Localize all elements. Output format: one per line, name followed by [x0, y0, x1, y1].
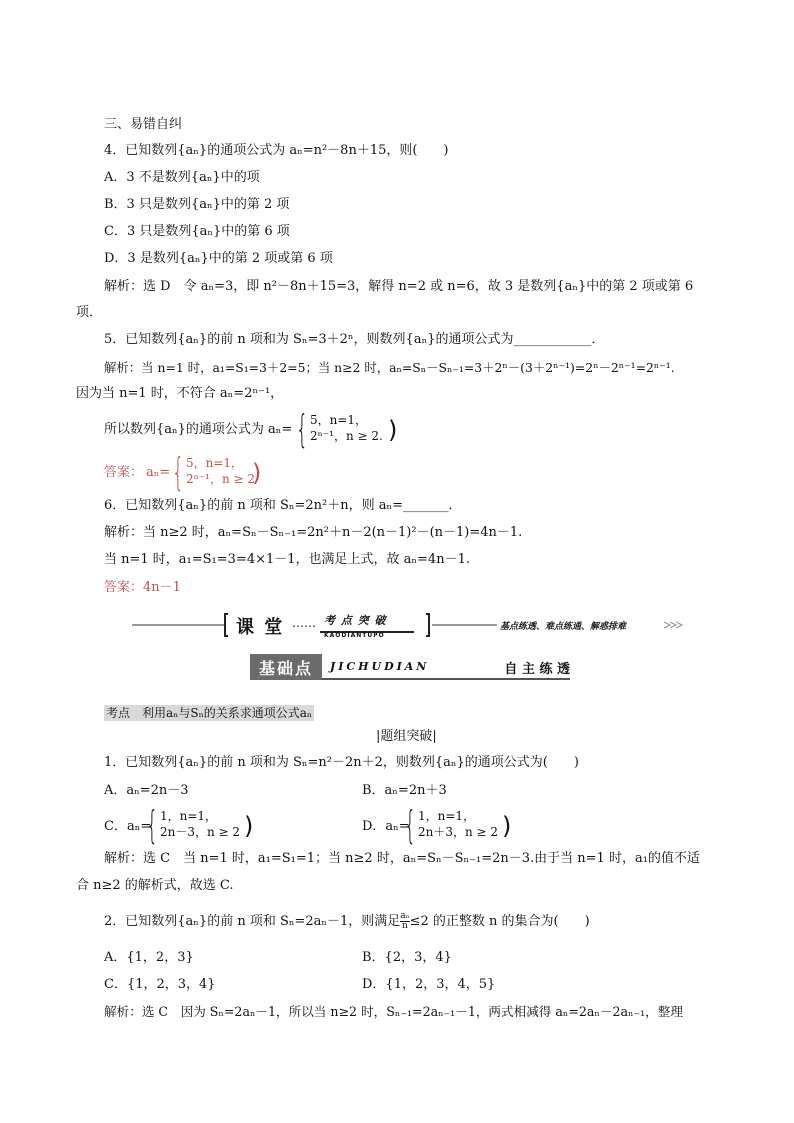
fraction-denominator: n [402, 921, 408, 931]
p1-stem: 1．已知数列{aₙ}的前 n 项和为 Sₙ=n²－2n＋2，则数列{aₙ}的通项公式为( ) [104, 755, 579, 770]
banner-right: 自 主 练 透 [504, 662, 570, 677]
left-brace-icon: { [172, 450, 185, 494]
q4-option-d: D．3 是数列{aₙ}中的第 2 项或第 6 项 [104, 251, 333, 266]
q6-solution: 解析：当 n≥2 时，aₙ=Sₙ－Sₙ₋₁=2n²＋n－2(n－1)²－(n－1)=4n－1. [104, 525, 523, 540]
p2-stem-a: 2．已知数列{aₙ}的前 n 项和 Sₙ=2aₙ－1，则满足 [104, 914, 401, 929]
kaodian-label [104, 704, 314, 722]
piecewise-row: 2n＋3，n ≥ 2 [418, 825, 499, 839]
p2-stem-b: ≤2 的正整数 n 的集合为( ) [409, 914, 590, 929]
left-brace-icon: { [146, 803, 159, 847]
piecewise-row: 1，n=1， [418, 809, 476, 823]
kaodian-highlight: 考点 利用aₙ与Sₙ的关系求通项公式aₙ [106, 706, 313, 720]
left-brace-icon: { [296, 407, 309, 451]
q5-stem: 5．已知数列{aₙ}的前 n 项和为 Sₙ=3＋2ⁿ，则数列{aₙ}的通项公式为____________． [104, 332, 605, 347]
piecewise-row: 2n－3，n ≥ 2 [160, 825, 241, 839]
banner-sub-en: KAODIANTUPO [324, 632, 385, 639]
fraction-numerator: aₙ [400, 911, 410, 921]
section-banner-ketang [132, 610, 692, 640]
right-paren-icon: ) [388, 416, 398, 444]
p1-option-a: A．aₙ=2n－3 [104, 783, 189, 798]
q6-stem: 6．已知数列{aₙ}的前 n 项和 Sₙ=2n²＋n，则 aₙ=_______． [104, 498, 462, 513]
q6-solution-line2: 当 n=1 时，a₁=S₁=3=4×1－1，也满足上式，故 aₙ=4n－1. [104, 552, 470, 567]
p1-option-d: D．aₙ= [362, 819, 410, 834]
q5-answer-an: aₙ= [146, 465, 171, 480]
piecewise-row: 5，n=1， [310, 413, 368, 427]
piecewise-row: 2ⁿ⁻¹，n ≥ 2 [186, 472, 256, 486]
section-title: 三、易错自纠 [104, 117, 183, 132]
banner-dots: …… [292, 616, 316, 630]
piecewise-row: 1，n=1， [160, 809, 218, 823]
q5-answer-label: 答案： [104, 465, 144, 480]
banner-en: JICHUDIAN [330, 660, 430, 673]
q4-solution: 解析：选 D 令 aₙ=3，即 n²－8n＋15=3，解得 n=2 或 n=6，故 3 是数列{aₙ}中的第 2 项或第 6 [104, 279, 694, 294]
fraction [400, 912, 409, 931]
p1-option-b: B．aₙ=2n＋3 [362, 783, 447, 798]
p2-option-a: A．{1，2，3} [104, 950, 194, 965]
right-paren-icon: ) [244, 812, 254, 840]
left-brace-icon: { [404, 803, 417, 847]
p2-solution: 解析：选 C 因为 Sₙ=2aₙ－1，所以当 n≥2 时，Sₙ₋₁=2aₙ₋₁－1，两式相减得 aₙ=2aₙ－2aₙ₋₁，整理 [104, 1004, 683, 1019]
banner-underline [322, 678, 570, 680]
piecewise-row: 5，n=1， [186, 456, 244, 470]
q5-solution-line2: 因为当 n=1 时，不符合 aₙ=2ⁿ⁻¹， [76, 386, 284, 401]
p2-option-b: B．{2，3，4} [362, 950, 452, 965]
p1-solution-cont: 合 n≥2 的解析式，故选 C. [76, 878, 234, 893]
p1-solution: 解析：选 C 当 n=1 时，a₁=S₁=1；当 n≥2 时，aₙ=Sₙ－Sₙ₋₁=2n－3.由于当 n=1 时，a₁的值不适 [104, 851, 700, 866]
right-paren-icon: ) [502, 812, 512, 840]
p2-option-c: C．{1，2，3，4} [104, 977, 216, 992]
p1-option-c: C．aₙ= [104, 819, 152, 834]
q5-solution: 解析：当 n=1 时，a₁=S₁=3＋2=5；当 n≥2 时，aₙ=Sₙ－Sₙ₋₁=3＋2ⁿ－(3＋2ⁿ⁻¹)=2ⁿ－2ⁿ⁻¹=2ⁿ⁻¹. [104, 360, 675, 375]
banner-sub-cn: 考 点 突 破 [324, 614, 387, 627]
q4-stem: 4．已知数列{aₙ}的通项公式为 aₙ=n²－8n＋15，则( ) [104, 143, 449, 158]
q5-solution-line3: 所以数列{aₙ}的通项公式为 aₙ= [104, 422, 293, 437]
banner-box: 基础点 [250, 654, 322, 680]
q6-answer: 答案：4n－1 [104, 580, 181, 595]
p2-option-d: D．{1，2，3，4，5} [362, 977, 496, 992]
banner-right-text: 基点练透、难点练通、解惑排难 [500, 622, 627, 632]
right-paren-icon: ) [252, 459, 262, 487]
q4-option-c: C．3 只是数列{aₙ}中的第 6 项 [104, 224, 290, 239]
q4-solution-cont: 项． [76, 305, 103, 320]
banner-main: 课 堂 [236, 617, 285, 638]
piecewise-row: 2ⁿ⁻¹，n ≥ 2. [310, 429, 383, 443]
q4-option-b: B．3 只是数列{aₙ}中的第 2 项 [104, 197, 290, 212]
q4-option-a: A．3 不是数列{aₙ}中的项 [104, 170, 260, 185]
section-banner-jichudian [250, 654, 570, 680]
p2-stem [104, 912, 590, 931]
tizu-tupo: |题组突破| [376, 729, 437, 744]
